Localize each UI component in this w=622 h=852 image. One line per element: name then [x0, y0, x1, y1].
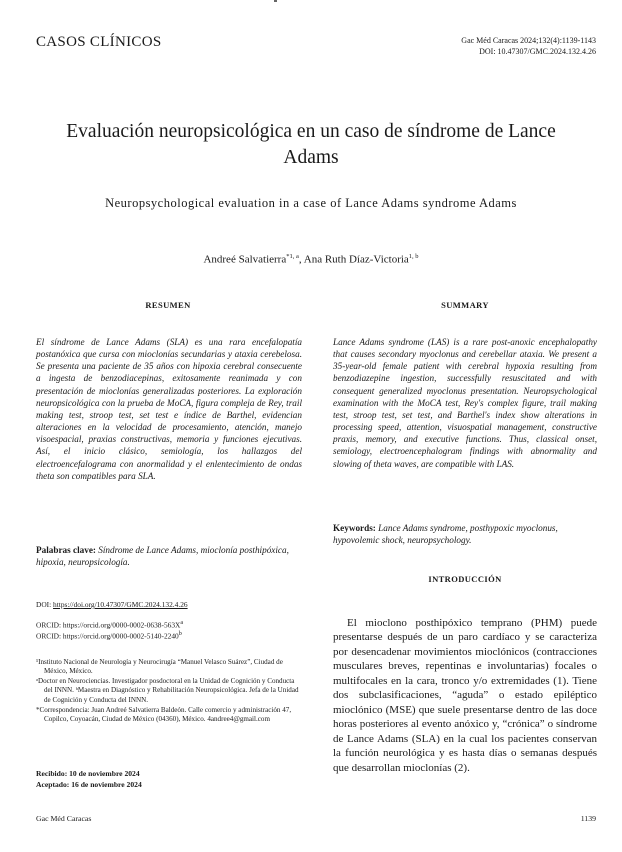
introduccion-text: El mioclono posthipóxico temprano (PHM) puede presentarse después de un paro cardíaco y se caracteriza por desencadenar movimientos mioclónicos (contracciones musculares breves, repentinas e involuntarias) focales o multifocales en la cara, tronco y/o extremidades (1). Tiene dos subclasificaciones, “aguda” o estado epiléptico mioclónico (MSE) que suele presentarse dentro de las doce horas posteriores al evento anóxico y, “crónica” o síndrome de Lance Adams (SLA) en la cual los pacientes conservan la función neurológica y es hasta días o semanas después que desarrollan mioclonías (2).: [333, 617, 597, 774]
keywords-label: Keywords:: [333, 523, 376, 533]
accepted-date: Aceptado: 16 de noviembre 2024: [36, 779, 142, 789]
summary-heading: SUMMARY: [441, 300, 489, 310]
page-number: 1139: [580, 814, 596, 823]
doi-label: DOI:: [36, 600, 54, 609]
affiliation-institute: ¹Instituto Nacional de Neurología y Neurocirugía “Manuel Velasco Suárez”, Ciudad de México, México.: [36, 658, 283, 676]
scan-mark: [274, 0, 277, 2]
palabras-clave-label: Palabras clave:: [36, 545, 96, 555]
article-title: Evaluación neuropsicológica en un caso de síndrome de Lance Adams: [66, 121, 556, 168]
author-separator: ,: [298, 253, 304, 266]
author-name: Ana Ruth Díaz-Victoria: [303, 253, 409, 266]
orcid-row: [36, 630, 302, 641]
orcid-link[interactable]: ORCID: https://orcid.org/0000-0002-5140-2240: [36, 631, 179, 641]
doi-row: [36, 600, 302, 610]
palabras-clave-text: Síndrome de Lance Adams, mioclonía posthipóxica, hipoxia, neuropsicología.: [36, 545, 289, 568]
journal-info: [461, 35, 596, 57]
orcid-link[interactable]: ORCID: https://orcid.org/0000-0002-0638-563X: [36, 620, 181, 630]
article-dates: [36, 769, 302, 791]
journal-doi: DOI: 10.47307/GMC.2024.132.4.26: [479, 47, 596, 56]
resumen-heading: RESUMEN: [145, 300, 191, 310]
palabras-clave: [36, 544, 302, 568]
affiliation-correspondence: *Correspondencia: Juan Andreé Salvatierra Baldeón. Calle comercio y administración 47, Copilco, Coyoacán, Ciudad de México (04360), México. 4andree4@gmail.com: [36, 706, 292, 724]
article-subtitle: Neuropsychological evaluation in a case of Lance Adams syndrome Adams: [105, 196, 517, 210]
resumen-text: El síndrome de Lance Adams (SLA) es una rara encefalopatía postanóxica que cursa con mioclonías secundarias y ataxia cerebelosa. Se presenta una paciente de 35 años con hipoxia cerebral consecuente a ingesta de benzodiacepinas, exitosamente reanimada y con presentación de mioclonías generalizadas posteriores. La exploración neuropsicológica con la prueba de MoCA, figura compleja de Rey, trail making test, stroop test, set test e índice de Barthel, evidencian alteraciones en la velocidad de procesamiento, atención, manejo visoespacial, praxias constructivas, memoria y funciones ejecutivas. Así, el inicio clásico, semiología, los hallazgos del electroencefalograma con anormalidad y el enlentecimiento de ondas theta son compatibles para SLA.: [36, 337, 302, 481]
orcid-mark: b: [178, 631, 182, 638]
keywords-text: Lance Adams syndrome, posthypoxic myoclonus, hypovolemic shock, neuropsychology.: [333, 523, 558, 546]
authors-line: [0, 253, 622, 266]
journal-citation: Gac Méd Caracas 2024;132(4):1139-1143: [461, 36, 596, 45]
doi-link[interactable]: https://doi.org/10.47307/GMC.2024.132.4.26: [53, 600, 188, 609]
article-meta: [36, 600, 302, 642]
author-name: Andreé Salvatierra: [203, 253, 287, 266]
orcid-row: [36, 619, 302, 630]
author-affiliation-mark: 1, b: [408, 253, 419, 260]
introduccion-heading: INTRODUCCIÓN: [428, 574, 502, 584]
orcid-mark: a: [180, 619, 184, 626]
section-label: CASOS CLÍNICOS: [36, 34, 162, 50]
affiliation-degrees: ᵃDoctor en Neurociencias. Investigador posdoctoral en la Unidad de Cognición y Conducta del INNN. ᵇMaestra en Diagnóstico y Rehabilitación Neuropsicológica. Jefa de la Unidad de Cognición y Conducta del INNN.: [36, 676, 299, 704]
footer-journal: Gac Méd Caracas: [36, 814, 92, 823]
keywords: [333, 522, 597, 546]
summary-text: Lance Adams syndrome (LAS) is a rare post-anoxic encephalopathy that causes secondary myoclonus and cerebellar ataxia. We present a 35-year-old female patient with cerebral hypoxia resulting from benzodiazepine ingestion, successfully resuscitated and with consequent generalized myoclonus presentation. Neuropsychological examination with the MoCA test, Rey's complex figure, trail making test, stroop test, set test, and Barthel's index show alterations in processing speed, attention, visuospatial management, constructive praxis, memory, and executive functions. Thus, classical onset, semiology, electroencephalogram findings with abnormality and slowing of theta waves, are compatible with LAS.: [333, 337, 597, 469]
received-date: Recibido: 10 de noviembre 2024: [36, 769, 140, 778]
affiliations: [36, 658, 302, 725]
author-affiliation-mark: *1, a: [286, 253, 299, 260]
